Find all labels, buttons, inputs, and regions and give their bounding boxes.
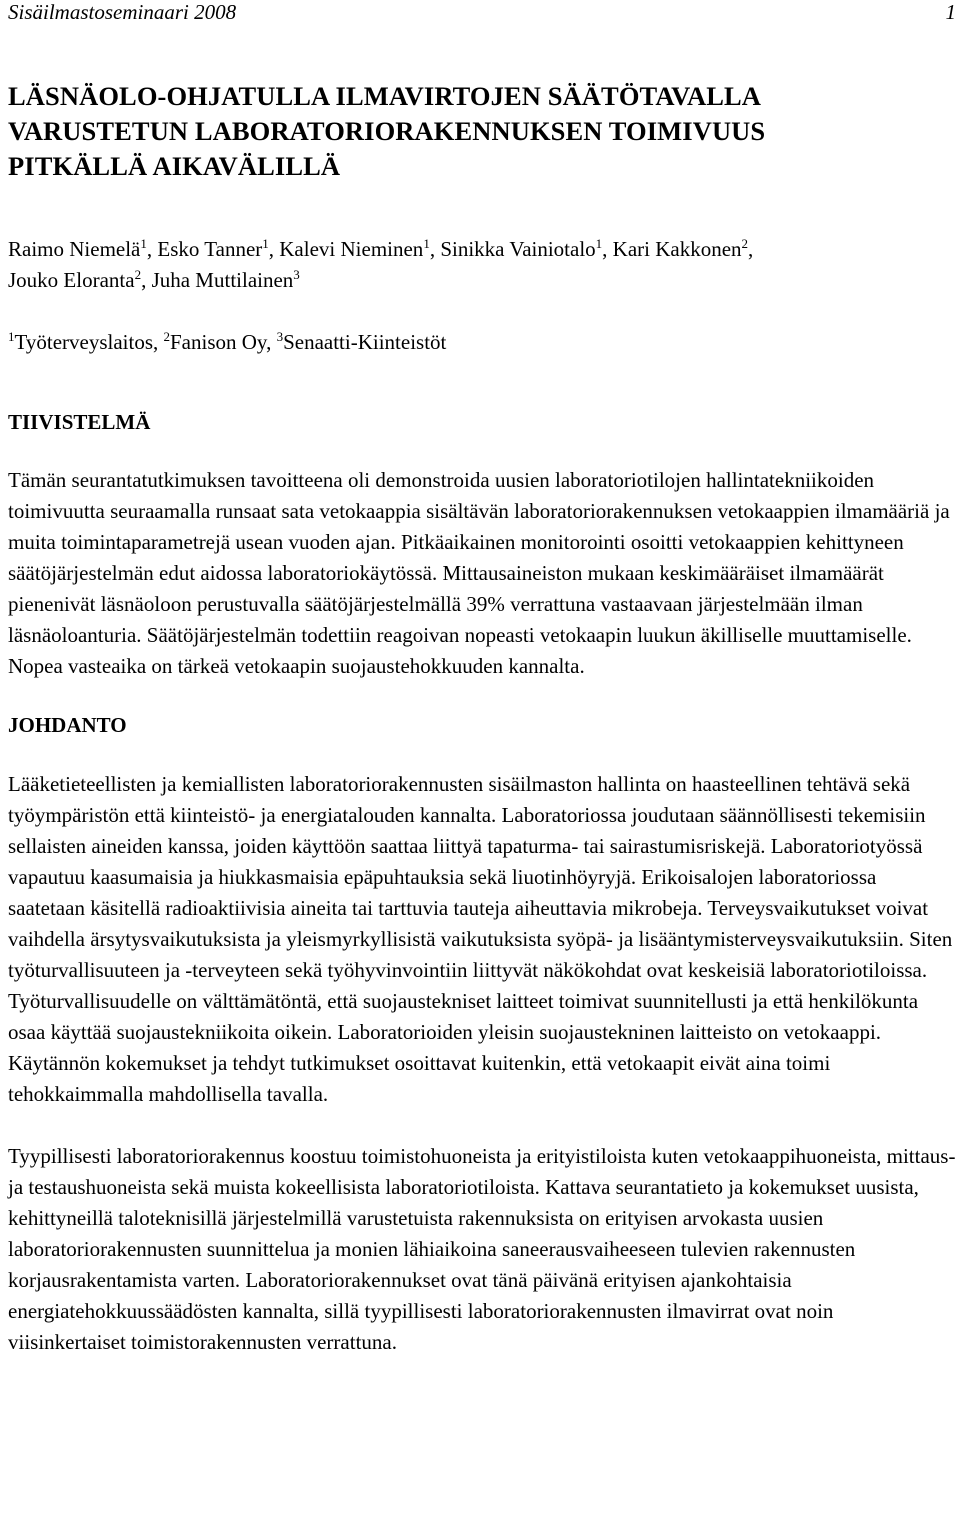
author: Raimo Niemelä$^1$ [8,236,147,261]
author: Juha Muttilainen$^3$ [151,267,300,292]
abstract-heading: TIIVISTELMÄ [8,410,151,434]
author: Kari Kakkonen$^2$, [612,236,754,261]
header-seminar-name: Sisäilmastoseminaari 2008 [8,0,237,24]
title-line: VARUSTETUN LABORATORIORAKENNUKSEN TOIMIVUUS [8,116,766,146]
affiliation-list: $^1$Työterveyslaitos, $^2$Fanison Oy, $^3$Senaatti-Kiinteistöt [8,329,447,354]
author-list: Raimo Niemelä$^1$, Esko Tanner$^1$, Kalevi Nieminen$^1$, Sinikka Vainiotalo$^1$, Kari Kakkonen$^2$, Jouko Eloranta$^2$, Juha Muttilainen$^3$ [8,236,754,292]
running-header [8,0,956,24]
intro-heading: JOHDANTO [8,713,127,737]
paper-title [8,79,956,184]
intro-paragraph: Lääketieteellisten ja kemiallisten laboratoriorakennusten sisäilmaston hallinta on haasteellinen tehtävä sekä työympäristön että kiinteistö- ja energiatalouden kannalta. Laboratoriossa joudutaan säännöllisesti tekemisiin sellaisten aineiden kanssa, joiden käyttöön saattaa liittyä tapaturma- tai sairastumisriskejä. Laboratoriotyössä vapautuu kaasumaisia ja hiukkasmaisia epäpuhtauksia sekä liuotinhöyryjä. Erikoisalojen laboratoriossa saatetaan käsitellä radioaktiivisia aineita tai tarttuvia tauteja aiheuttavia mikrobeja. Terveysvaikutukset voivat vaihdella ärsytysvaikutuksista ja yleismyrkyllisistä vaikutuksista syöpä- ja lisääntymisterveysvaikutuksiin. Siten työturvallisuuteen ja -terveyteen sekä työhyvinvointiin liittyvät näkökohdat ovat keskeisiä laboratoriotiloissa. Työturvallisuudelle on välttämätöntä, että suojaustekniset laitteet toimivat suunnitellusti ja että henkilökunta osaa käyttää suojaustekniikoita oikein. Laboratorioiden yleisin suojaustekninen laitteisto on vetokaappi. Käytännön kokemukset ja tehdyt tutkimukset osoittavat kuitenkin, että vetokaapit eivät aina toimi tehokkaimmalla mahdollisella tavalla. [8,772,953,1106]
affiliation: $^2$Fanison Oy [163,329,267,354]
author: Jouko Eloranta$^2$ [8,267,142,292]
author: Kalevi Nieminen$^1$ [279,236,430,261]
document-page [8,0,956,1358]
title-line: LÄSNÄOLO-OHJATULLA ILMAVIRTOJEN SÄÄTÖTAVALLA [8,81,762,111]
affiliation: $^1$Työterveyslaitos [8,329,153,354]
page-number: 1 [945,0,956,24]
abstract-text: Tämän seurantatutkimuksen tavoitteena oli demonstroida uusien laboratoriotilojen hallintatekniikoiden toimivuutta seuraamalla runsaat sata vetokaappia sisältävän laboratoriorakennuksen vetokaappien ilmamääriä ja muita toimintaparametrejä usean vuoden ajan. Pitkäaikainen monitorointi osoitti vetokaappien kehittyneen säätöjärjestelmän edut aidossa laboratoriokäytössä. Mittausaineiston mukaan keskimääräiset ilmamäärät pienenivät läsnäoloon perustuvalla säätöjärjestelmällä 39% verrattuna vastaavaan järjestelmään ilman läsnäoloanturia. Säätöjärjestelmän todettiin reagoivan nopeasti vetokaapin luukun äkilliselle muuttamiselle. Nopea vasteaika on tärkeä vetokaapin suojaustehokkuuden kannalta. [8,468,950,678]
author: Esko Tanner$^1$ [157,236,269,261]
title-line: PITKÄLLÄ AIKAVÄLILLÄ [8,151,341,181]
affiliation: $^3$Senaatti-Kiinteistöt [276,329,447,354]
author: Sinikka Vainiotalo$^1$ [440,236,603,261]
intro-paragraph: Tyypillisesti laboratoriorakennus koostuu toimistohuoneista ja erityistiloista kuten vetokaappihuoneista, mittaus- ja testaushuoneista sekä muista kokeellisista laboratoriotiloista. Kattava seurantatieto ja kokemukset uusista, kehittyneillä taloteknisillä järjestelmillä varustetuista rakennuksista on erityisen arvokasta uusien laboratoriorakennusten suunnittelua ja monien lähiaikoina saneerausvaiheeseen tulevien rakennusten korjausrakentamista varten. Laboratoriorakennukset ovat tänä päivänä erityisen ajankohtaisia energiatehokkuussäädösten kannalta, sillä tyypillisesti laboratoriorakennusten ilmavirrat ovat noin viisinkertaiset toimistorakennusten verrattuna. [8,1144,956,1354]
